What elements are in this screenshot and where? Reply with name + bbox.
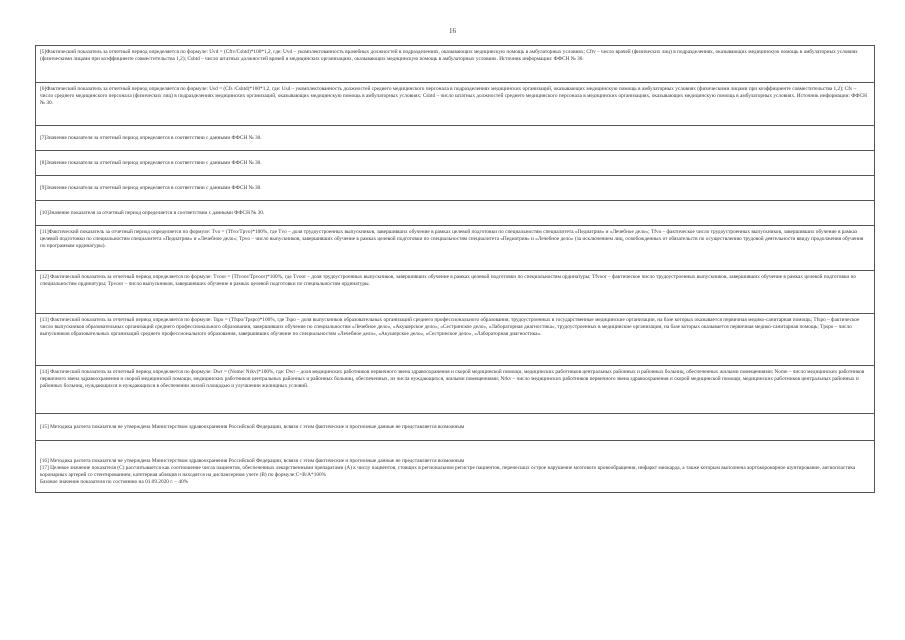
footnote-cell [36,226,875,271]
table-row [36,414,875,441]
footnote-13-text: [13] Фактический показатель за отчетный период определяется по формуле: Tspo = (Tfspo/Tpspo)*100%, где Tspo – доля выпускников образовательных организаций среднего профессионального образования, трудоустроенных в государственные медицинские организации, на базе которых оказывается первичная медико-санитарная помощь; Tfspo – фактическое число выпускников образовательных организаций среднего профессионального образования, завершивших обучение по специальностям «Лечебное дело», «Акушерское дело», «Сестринское дело», «Лабораторная диагностика», трудоустроенных в медицинские организации, на базе которых оказывается первичная медико-санитарная помощь; Tpspo – число выпускников образовательных организаций среднего профессионального образования, завершивших обучение по специальностям «Лечебное дело», «Акушерское дело», «Сестринское дело», «Лабораторная диагностика». [40,317,860,337]
footnote-10-text: [10]Значение показателя за отчетный период определяется в соответствии с данными ФФСН № 30. [40,209,265,216]
table-row [36,271,875,314]
footnote-cell [36,83,875,126]
footnote-cell [36,441,875,493]
footnote-cell [36,201,875,226]
table-row [36,366,875,414]
footnote-cell [36,151,875,176]
footnote-14-text: [14] Фактический показатель за отчетный период определяется по формуле: Dwr = (Nome/ Nrkv)*100%, где: Dwr – доля медицинских работников первичного звена здравоохранения и скорой медицинской помощи, медицинских работников центральных районных и районных больниц, обеспеченных жилыми помещениями; Nome – число медицинских работников первичного звена здравоохранения и скорой медицинской помощи, медицинских работников центральных районных и районных больниц, обеспеченных, из числа нуждающихся, жилыми помещениями; Nrkv – число медицинских работников первичного звена здравоохранения и скорой медицинской помощи, медицинских работников центральных районных и районных больниц, нуждающихся и нуждающихся в обеспечении жилой площадью и улучшении жилищных условий. [40,369,865,389]
page-number: 16 [449,27,456,35]
footnote-16-text: [16] Методика расчета показателя не утверждена Министерством здравоохранения Российской Федерации, всвязи с этим фактические и прогнозные данные не представляется возможным [40,458,465,465]
table-row [36,151,875,176]
table-row [36,441,875,493]
footnote-9-text: [9]Значение показателя за отчетный период определяется в соответствии с данными ФФСН № 30. [40,184,262,191]
table-row [36,176,875,201]
footnote-5-text: [5]Фактический показатель за отчетный период определяется по формуле: Uvd = (Cftv/Cshtd)*100*1,2, где: Uvd – укомплектованность врачебных должностей в подразделениях, оказывающих медицинскую помощь в амбулаторных условиях; Cftv – число врачей (физических лиц) в подразделениях, оказывающих медицинскую помощь в амбулаторных условиях (физическими лицами при коэффициенте совместительства 1,2); Cshtd – число штатных должностей врачей в медицинских организациях, оказывающих медицинскую помощь в амбулаторных условиях. Источник информации: ФФСН № 30. [40,49,858,62]
footnote-17-text: [17] Целевое значение показателя (C) рассчитывается как соотношение числа пациентов, обеспеченных лекарственными препаратами (A) к числу пациентов, стоящих в региональном регистре пациентов, перенесших острое нарушение мозгового кровообращения, инфаркт миокарда, а также которым выполнена аортокоронарное шунтирование, ангиопластика коронарных артерий со стентированием, катетерная абляция и находятся на диспансерном учете (B) по формуле:C=B/A*100% [40,465,856,479]
footnote-cell [36,366,875,414]
footnote-cell [36,271,875,314]
table-row [36,201,875,226]
footnote-cell [36,414,875,441]
footnote-11-text: [11]Фактический показатель за отчетный период определяется по формуле: Tvo = (Tfvo/Tpvo)*100%, где Tvo – доля трудоустроенных выпускников, завершивших обучение в рамках целевой подготовки по специальностям специалитета «Педиатрия» и «Лечебное дело»; Tfvo – фактическое число трудоустроенных выпускников, завершивших обучение в рамках целевой подготовки по специальностям специалитета «Педиатрия» и «Лечебное дело»; Tpvo – число выпускников, завершивших обучение в рамках целевой подготовки по специальностям специалитета «Педиатрия» и «Лечебное дело» (за исключением лиц, освобожденных от обязательств по осуществлению трудовой деятельности ввиду продолжения обучения по программам ординатуры). [40,229,864,249]
footnote-cell [36,314,875,366]
footnote-6-text: [6]Фактический показатель за отчетный период определяется по формуле: Usd = (Cfs /Cshtd)*100*1,2, где: Usd – укомплектованность должностей среднего медицинского персонала в подразделениях медицинских организаций, оказывающих медицинскую помощь в амбулаторных условиях (физическими лицами при коэффициенте совместительства 1,2); Cfs – число среднего медицинского персонала (физических лиц) в подразделениях медицинских организаций, оказывающих медицинскую помощь в амбулаторных условиях; Cshtd – число штатных должностей среднего медицинского персонала в медицинских организациях, оказывающих медицинскую помощь в амбулаторных условиях. Источник информации: ФФСН № 30. [40,86,867,106]
footnote-cell [36,176,875,201]
table-row [36,314,875,366]
footnote-12-text: [12] Фактический показатель за отчетный период определяется по формуле: Tvoor = (Tfvoor/Tpvoor)*100%, где Tvoor – доля трудоустроенных выпускников, завершивших обучение в рамках целевой подготовки по специальностям ординатуры; Tfvoor – фактическое число трудоустроенных выпускников, завершивших обучение в рамках целевой подготовки по специальностям ординатуры; Tpvoor – число выпускников, завершивших обучение в рамках целевой подготовки по специальностям ординатуры. [40,274,857,287]
footnote-17-baseline: Базовое значение показателя по состоянию на 01.09.2020 г. – 40% [40,479,189,486]
table-row [36,83,875,126]
footnote-cell [36,126,875,151]
table-row [36,46,875,83]
footnote-15-text: [15] Методика расчета показателя не утверждена Министерством здравоохранения Российской Федерации, всвязи с этим фактические и прогнозные данные не представляется возможным [40,423,465,430]
footnote-cell [36,46,875,83]
footnote-7-text: [7]Значение показателя за отчетный период определяется в соответствии с данными ФФСН № 30. [40,134,262,141]
table-row [36,226,875,271]
footnotes-table [35,45,875,493]
footnote-8-text: [8]Значение показателя за отчетный период определяется в соответствии с данными ФФСН № 30. [40,159,262,166]
table-row [36,126,875,151]
